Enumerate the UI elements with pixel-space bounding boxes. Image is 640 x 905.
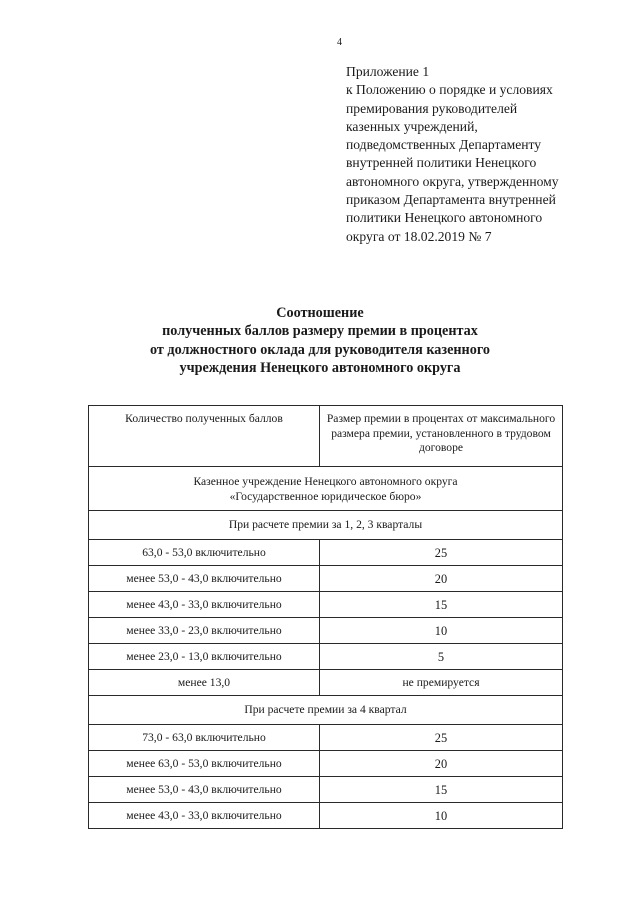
points-range: менее 53,0 - 43,0 включительно bbox=[89, 566, 320, 592]
table-row bbox=[89, 751, 563, 777]
section-label: При расчете премии за 4 квартал bbox=[89, 696, 563, 725]
points-range: менее 43,0 - 33,0 включительно bbox=[89, 803, 320, 829]
appendix-line: Приложение 1 bbox=[346, 64, 430, 79]
page-number: 4 bbox=[337, 37, 342, 48]
appendix-line: округа от 18.02.2019 № 7 bbox=[346, 228, 492, 244]
points-range: менее 43,0 - 33,0 включительно bbox=[89, 592, 320, 618]
points-range: менее 53,0 - 43,0 включительно bbox=[89, 777, 320, 803]
points-range: 63,0 - 53,0 включительно bbox=[89, 540, 320, 566]
appendix-line: премирования руководителей bbox=[346, 100, 518, 116]
header-bonus: Размер премии в процентах от максимального размера премии, установленного в трудовом договоре bbox=[320, 406, 563, 467]
section-row bbox=[89, 696, 563, 725]
appendix-line: автономного округа, утвержденному bbox=[346, 173, 559, 189]
document-title bbox=[0, 304, 640, 378]
bonus-value: 10 bbox=[320, 618, 563, 644]
organization-cell bbox=[89, 467, 563, 511]
table-row bbox=[89, 670, 563, 696]
bonus-table bbox=[88, 405, 563, 829]
title-line: Соотношение bbox=[276, 305, 364, 321]
bonus-value: 20 bbox=[320, 751, 563, 777]
title-line: учреждения Ненецкого автономного округа bbox=[179, 360, 461, 377]
appendix-line: внутренней политики Ненецкого bbox=[346, 155, 537, 171]
points-range: менее 23,0 - 13,0 включительно bbox=[89, 644, 320, 670]
bonus-value: 10 bbox=[320, 803, 563, 829]
table-row bbox=[89, 540, 563, 566]
organization-line: «Государственное юридическое бюро» bbox=[229, 489, 422, 503]
appendix-line: к Положению о порядке и условиях bbox=[346, 82, 553, 98]
header-points: Количество полученных баллов bbox=[89, 406, 320, 467]
title-line: полученных баллов размеру премии в процентах bbox=[162, 323, 478, 340]
table-row bbox=[89, 592, 563, 618]
bonus-value: не премируется bbox=[320, 670, 563, 696]
section-label: При расчете премии за 1, 2, 3 кварталы bbox=[89, 511, 563, 540]
appendix-line: приказом Департамента внутренней bbox=[346, 192, 556, 208]
section-row bbox=[89, 511, 563, 540]
appendix-line: подведомственных Департаменту bbox=[346, 137, 542, 153]
title-line: от должностного оклада для руководителя казенного bbox=[149, 341, 491, 358]
points-range: менее 33,0 - 23,0 включительно bbox=[89, 618, 320, 644]
table-header-row bbox=[89, 406, 563, 467]
table-row bbox=[89, 725, 563, 751]
points-range: менее 63,0 - 53,0 включительно bbox=[89, 751, 320, 777]
table-row bbox=[89, 803, 563, 829]
points-range: менее 13,0 bbox=[89, 670, 320, 696]
appendix-line: политики Ненецкого автономного bbox=[346, 210, 543, 226]
bonus-value: 20 bbox=[320, 566, 563, 592]
table-row bbox=[89, 777, 563, 803]
table-row bbox=[89, 618, 563, 644]
organization-row bbox=[89, 467, 563, 511]
points-range: 73,0 - 63,0 включительно bbox=[89, 725, 320, 751]
table-row bbox=[89, 566, 563, 592]
bonus-value: 15 bbox=[320, 777, 563, 803]
bonus-value: 15 bbox=[320, 592, 563, 618]
bonus-value: 25 bbox=[320, 540, 563, 566]
table-row bbox=[89, 644, 563, 670]
organization-line: Казенное учреждение Ненецкого автономного округа bbox=[193, 474, 458, 488]
bonus-value: 25 bbox=[320, 725, 563, 751]
appendix-header bbox=[346, 63, 596, 246]
bonus-value: 5 bbox=[320, 644, 563, 670]
appendix-line: казенных учреждений, bbox=[346, 118, 478, 134]
